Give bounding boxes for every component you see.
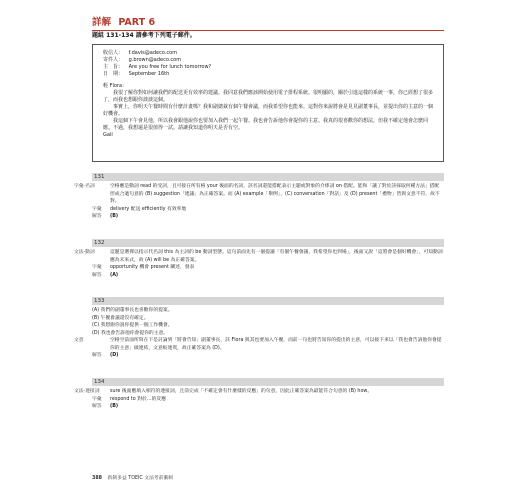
email-date-value: September 16th bbox=[128, 71, 170, 77]
line-label: 文法‧連接詞 bbox=[74, 389, 100, 394]
option-line: (B) 午餐會議還沒有確定。 bbox=[92, 315, 149, 321]
answer-line bbox=[92, 352, 444, 360]
line-label: 文意 bbox=[74, 338, 84, 343]
question-number-bar: 134 bbox=[92, 378, 444, 386]
email-to-row bbox=[103, 50, 433, 57]
answer-line bbox=[92, 213, 444, 221]
book-title: 新制多益 TOEIC 文法考前衝刺 bbox=[107, 476, 174, 481]
question-number-bar: 131 bbox=[92, 173, 444, 181]
option-line: (C) 我想跟你說你提供一個工作機會。 bbox=[92, 323, 173, 328]
answer-line bbox=[92, 403, 444, 411]
email-greeting: 輕 Flora： bbox=[103, 83, 128, 89]
line-text: respond to 對於…的反應 bbox=[110, 396, 167, 402]
answer-value: (B) bbox=[110, 404, 119, 409]
section-label: 詳解 bbox=[92, 17, 112, 28]
option-line: (A) 我們的副董事長也喜歡你的提案。 bbox=[92, 308, 173, 313]
line-text: 這題是選擇以指示代名詞 this 為主詞的 be 動詞型態。這句前面先有一個提議「有個午餐會議，我希望你也到場」，後面又說「這將會是個好機會」，可知動詞應為未來式，故 (A) will be 為正確答案。 bbox=[110, 250, 443, 263]
email-from-row bbox=[103, 57, 433, 64]
part-label: PART 6 bbox=[118, 17, 156, 28]
line-label: 解答 bbox=[92, 353, 102, 358]
answer-value: (B) bbox=[110, 214, 119, 219]
question-number-bar: 132 bbox=[92, 239, 444, 247]
answer-line bbox=[92, 272, 444, 280]
explanation-block bbox=[74, 239, 444, 279]
explanation-block bbox=[74, 378, 444, 411]
line-label: 解答 bbox=[92, 404, 102, 409]
line-label: 字彙 bbox=[92, 396, 102, 402]
explanation-line bbox=[74, 337, 444, 352]
line-text: sure 後面應填入相符的連接詞，且前完成「不確定會有什麼樣的反應」的句意，因此正確答案為最能符合句意的 (B) how。 bbox=[110, 389, 373, 394]
vocab-line bbox=[92, 396, 444, 404]
line-label: 解答 bbox=[92, 214, 102, 219]
line-label: 解答 bbox=[92, 272, 102, 278]
email-from-label: 寄件人： bbox=[103, 57, 124, 63]
email-box bbox=[92, 44, 444, 162]
option-line: (D) 我也會告訴他你會提你的主意。 bbox=[92, 330, 169, 336]
question-group-title: 題組 131-134 請參考下列電子郵件。 bbox=[92, 32, 196, 39]
email-date-label: 日 期： bbox=[103, 71, 124, 77]
email-paragraph: 我很了解你對如何讓我們的配送更有效率的建議。我同意我們應該開始使用電子排程系統。很明顯的，關於引進這樣的系統一事，你已經想了很多了，而我也想跟你談談這個。 bbox=[103, 90, 434, 103]
document-page bbox=[74, 0, 452, 500]
line-text: 空格應是動詞 read 的受詞，且可接在所有格 your 後面的名詞，該名詞還能搭配表示主題或對象的介係詞 on 搭配。能和「讓了對於該採取何種方法」搭配形成合適句意的 (B) suggestion「建議」為正確答案。而 (A) example「舉例」、(C) conversation「對話」及 (D) present「禮物」皆與文意不符，故不對。 bbox=[110, 184, 440, 204]
answer-value: (D) bbox=[110, 353, 119, 358]
line-label: 字彙‧名詞 bbox=[74, 184, 95, 189]
explanation-block bbox=[74, 173, 444, 221]
line-label: 文法‧動詞 bbox=[74, 250, 95, 255]
email-from-value: g.brown@adeco.com bbox=[128, 57, 182, 63]
explanation-line bbox=[74, 183, 444, 206]
line-text: opportunity 機會 present 闡述，發表 bbox=[110, 265, 195, 270]
page-number: 388 bbox=[92, 476, 103, 481]
explanation-line bbox=[74, 388, 444, 396]
vocab-line bbox=[92, 206, 444, 214]
email-paragraph: 我這個下午會見他，所以我會跟他說你也要加入我們一起午餐。我也會告訴他你會提你的主意。我真的很喜歡你的想法，但我不確定他會怎麼回應。不過，我想還是很值得一試。請讓我知道你明天是否有空。 bbox=[103, 118, 429, 131]
line-label: 字彙 bbox=[92, 206, 102, 212]
email-to-value: f.davis@adeco.com bbox=[128, 50, 178, 56]
explanation-block bbox=[74, 297, 444, 360]
page-footer bbox=[92, 474, 173, 481]
email-subject-row bbox=[103, 64, 433, 71]
vocab-line bbox=[92, 264, 444, 272]
line-text: delivery 配送 efficiently 有效率地 bbox=[110, 206, 187, 212]
section-header bbox=[92, 14, 444, 31]
email-paragraph: 事實上，你明天午餐時間有什麼計畫嗎？我和副總裁有個午餐會議，而我希望你也能來。這對你來說將會是見見副董事長，並提出你的主意的一個好機會。 bbox=[103, 104, 434, 117]
line-label: 字彙 bbox=[92, 265, 102, 270]
email-to-label: 收信人： bbox=[103, 50, 124, 56]
email-subject-value: Are you free for lunch tomorrow? bbox=[128, 64, 212, 70]
question-number-bar: 133 bbox=[92, 297, 444, 305]
answer-value: (A) bbox=[110, 272, 119, 278]
email-subject-label: 主 旨： bbox=[103, 64, 124, 70]
email-date-row bbox=[103, 71, 433, 78]
line-text: 空格空前面所寫在下是討論到「將會告知」副董事長，該 Flora 與其也要加入午餐，而前一句也將告知你的提出的主意，可以接下來以「我也會告訴他你會提你的主意」做連結，文意較連貫，故正確答案為 (D)。 bbox=[110, 338, 442, 351]
email-signoff: Gail bbox=[103, 132, 113, 138]
explanation-line bbox=[74, 249, 444, 264]
